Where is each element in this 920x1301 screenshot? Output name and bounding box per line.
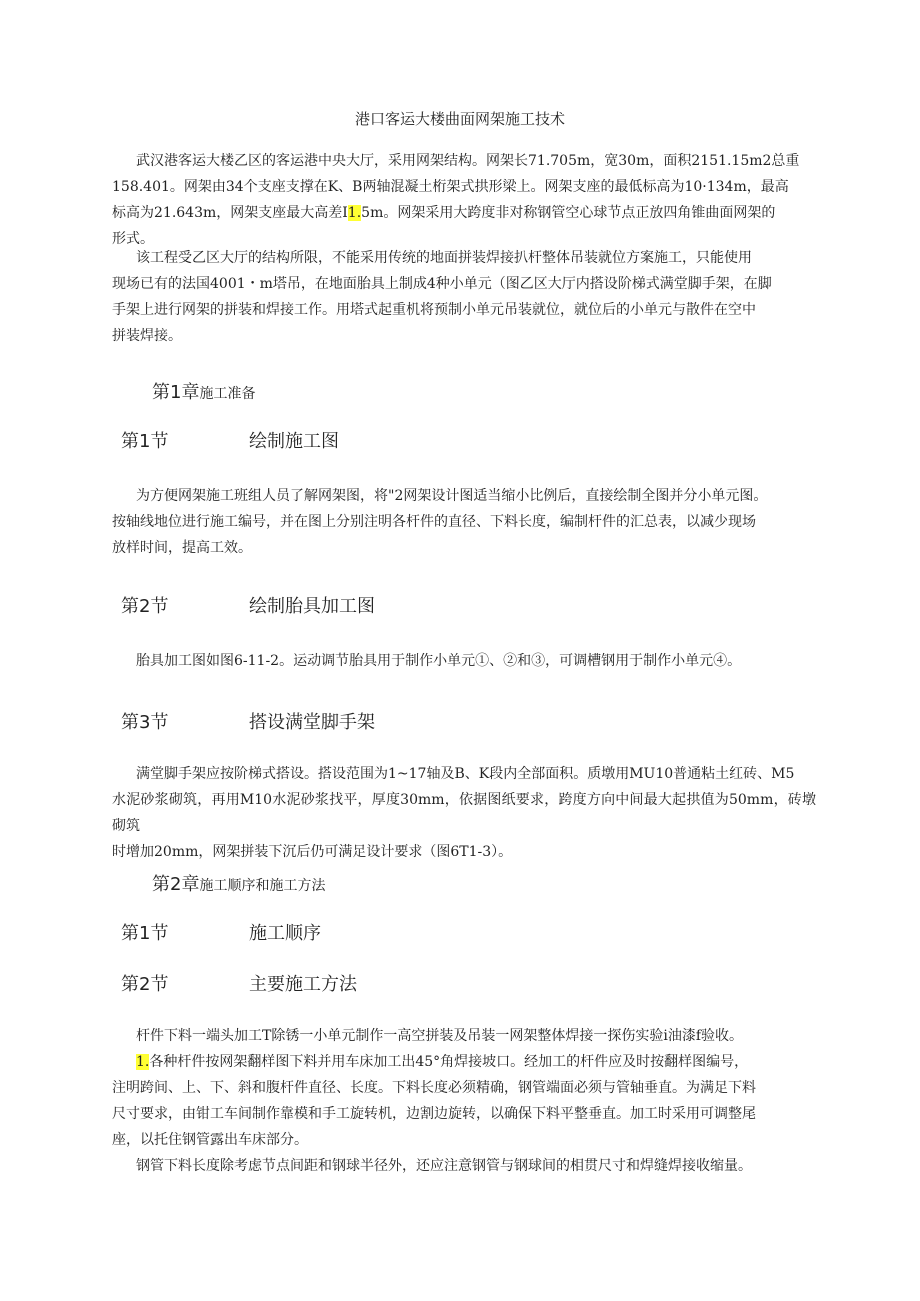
- text-line: 钢管下料长度除考虑节点间距和钢球半径外，还应注意钢管与钢球间的相贯尺寸和焊缝焊接收缩量。: [136, 1158, 752, 1174]
- text-line: 水泥砂浆砌筑，再用M10水泥砂浆找平，厚度30mm，依据图纸要求，跨度方向中间最大起拱值为50mm，砖墩砌筑: [112, 792, 816, 834]
- text-line: 尺寸要求，由钳工车间制作靠模和手工旋转机，边割边旋转，以确保下料平整垂直。加工时采用可调整尾: [112, 1106, 756, 1122]
- text-line: 放样时间，提高工效。: [112, 540, 252, 556]
- text-line: 为方便网架施工班组人员了解网架图，将"2网架设计图适当缩小比例后，直接绘制全图并分小单元图。: [136, 488, 768, 504]
- chapter-number: 第2章: [152, 874, 200, 895]
- chapter-1-heading: [152, 378, 255, 404]
- chapter-number: 第1章: [152, 382, 200, 403]
- text-line: 注明跨间、上、下、斜和腹杆件直径、长度。下料长度必须精确，钢管端面必须与管轴垂直。为满足下料: [112, 1080, 756, 1096]
- section-number: 第1节: [121, 923, 169, 944]
- text-fragment: 5m。网架采用大跨度非对称钢管空心球节点正放四角锥曲面网架的: [361, 205, 776, 221]
- section-title: 绘制施工图: [249, 431, 339, 452]
- text-line: [112, 200, 816, 226]
- text-line: 现场已有的法国4001・m塔吊，在地面胎具上制成4种小单元（图乙区大厅内搭设阶梯式满堂脚手架，在脚: [112, 276, 772, 292]
- section-1-paragraph: [112, 483, 816, 561]
- section-1-heading: [121, 427, 621, 453]
- text-line: 杆件下料一端头加工T除锈一小单元制作一高空拼装及吊装一网架整体焊接一探伤实验i油漆f验收。: [136, 1028, 743, 1044]
- text-line: 武汉港客运大楼乙区的客运港中央大厅，采用网架结构。网架长71.705m，宽30m，面积2151.15m2总重: [136, 153, 800, 169]
- highlighted-text: 1.: [136, 1054, 150, 1070]
- section-3-heading: [121, 708, 621, 734]
- chapter-title: 施工顺序和施工方法: [199, 878, 326, 894]
- highlighted-text: 1.: [347, 205, 362, 221]
- text-line: 拼装焊接。: [112, 328, 182, 344]
- section-title: 施工顺序: [249, 923, 321, 944]
- text-line: 该工程受乙区大厅的结构所限，不能采用传统的地面拼装焊接扒杆整体吊装就位方案施工，只能使用: [136, 250, 752, 266]
- text-line: [136, 1049, 816, 1075]
- text-line: 形式。: [112, 231, 154, 247]
- section-title: 搭设满堂脚手架: [249, 712, 375, 733]
- section-2-heading: [121, 592, 621, 618]
- section-number: 第3节: [121, 712, 169, 733]
- section-2-2-heading: [121, 970, 621, 996]
- section-2-2-paragraph: [112, 1023, 816, 1179]
- section-3-paragraph: [112, 761, 816, 865]
- document-title: 港口客运大楼曲面网架施工技术: [354, 110, 565, 128]
- text-line: 手架上进行网架的拼装和焊接工作。用塔式起重机将预制小单元吊装就位，就位后的小单元与散件在空中: [112, 302, 756, 318]
- text-line: 按轴线地位进行施工编号，并在图上分别注明各杆件的直径、下料长度，编制杆件的汇总表，以减少现场: [112, 514, 756, 530]
- text-line: 时增加20mm，网架拼装下沉后仍可满足设计要求（图6T1-3）。: [112, 844, 513, 860]
- text-line: 158.401。网架由34个支座支撑在K、B两轴混凝土桁架式拱形梁上。网架支座的最低标高为10·134m，最高: [112, 179, 789, 195]
- intro-paragraph-2: [112, 245, 816, 349]
- section-number: 第2节: [121, 974, 169, 995]
- section-title: 主要施工方法: [249, 974, 357, 995]
- section-2-1-heading: [121, 919, 621, 945]
- section-2-paragraph: [136, 648, 816, 674]
- text-line: 座，以托住钢管露出车床部分。: [112, 1132, 308, 1148]
- chapter-2-heading: [152, 870, 325, 896]
- section-number: 第2节: [121, 596, 169, 617]
- text-fragment: 各种杆件按网架翻样图下料并用车床加工出45°角焊接坡口。经加工的杆件应及时按翻样图编号，: [149, 1054, 749, 1070]
- text-fragment: 标高为21.643m，网架支座最大高差I: [112, 205, 348, 221]
- text-line: 满堂脚手架应按阶梯式搭设。搭设范围为1~17轴及B、K段内全部面积。质墩用MU10普通粘土红砖、M5: [136, 766, 795, 782]
- section-title: 绘制胎具加工图: [249, 596, 375, 617]
- chapter-title: 施工准备: [199, 386, 256, 402]
- section-number: 第1节: [121, 431, 169, 452]
- text-line: 胎具加工图如图6-11-2。运动调节胎具用于制作小单元①、②和③，可调槽钢用于制作小单元④。: [136, 653, 742, 669]
- intro-paragraph-1: [112, 148, 816, 252]
